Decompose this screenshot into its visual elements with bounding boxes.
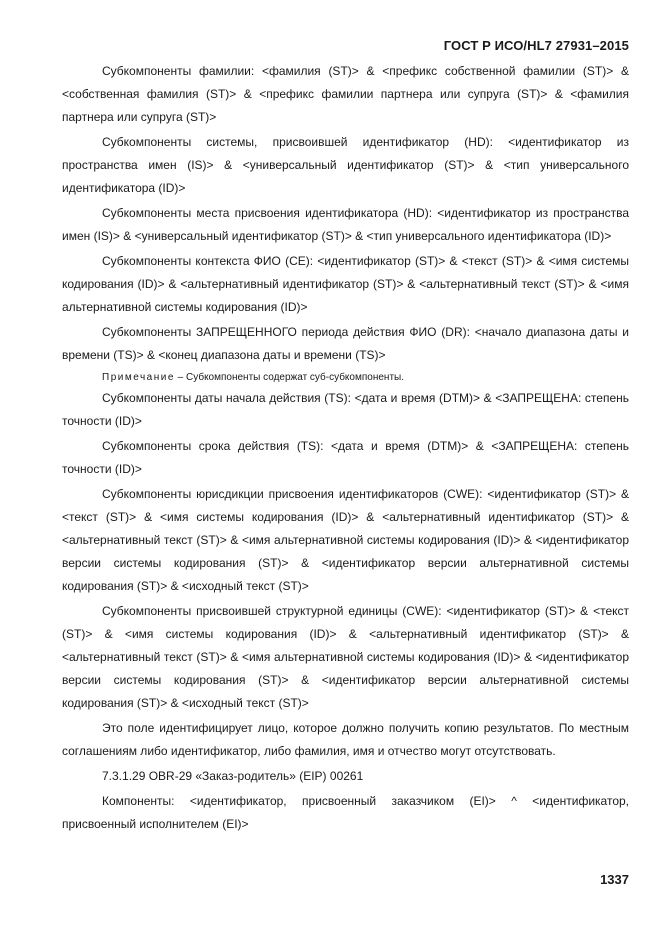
paragraph-expiration-date: Субкомпоненты срока действия (TS): <дата и время (DTM)> & <ЗАПРЕЩЕНА: степень точности (ID)>: [62, 439, 629, 476]
paragraph-assigning-facility: Субкомпоненты места присвоения идентификатора (HD): <идентификатор из пространства имен (IS)> & <универсальный идентификатор (ST)> & <тип универсального идентификатора (ID)>: [62, 206, 629, 243]
paragraph-effective-date: Субкомпоненты даты начала действия (TS): <дата и время (DTM)> & <ЗАПРЕЩЕНА: степень точности (ID)>: [62, 391, 629, 428]
paragraph-assigning-department: Субкомпоненты присвоившей структурной единицы (CWE): <идентификатор (ST)> & <текст (ST)> & <имя системы кодирования (ID)> & <альтернативный идентификатор (ST)> & <альтернативный текст (ST)> & <имя альтернативной системы кодирования (ID)> & <идентификатор версии системы кодирования (ST)> & <идентификатор версии альтернативной системы кодирования (ST)> & <исходный текст (ST)>: [62, 604, 629, 710]
note-text: – Субкомпоненты содержат суб-субкомпоненты.: [174, 372, 404, 383]
standard-header: ГОСТ Р ИСО/HL7 27931–2015: [443, 38, 629, 53]
paragraph-field-description: Это поле идентифицирует лицо, которое должно получить копию результатов. По местным соглашениям либо идентификатор, либо фамилия, имя и отчество могут отсутствовать.: [62, 721, 629, 758]
paragraph-assigning-authority: Субкомпоненты системы, присвоившей идентификатор (HD): <идентификатор из пространства имен (IS)> & <универсальный идентификатор (ST)> & <тип универсального идентификатора (ID)>: [62, 135, 629, 195]
paragraph-components: Компоненты: <идентификатор, присвоенный заказчиком (EI)> ^ <идентификатор, присвоенный исполнителем (EI)>: [62, 794, 629, 831]
page-body: [62, 60, 629, 838]
section-heading: 7.3.1.29 OBR-29 «Заказ-родитель» (EIP) 00261: [102, 769, 364, 783]
paragraph-name-context: Субкомпоненты контекста ФИО (CE): <идентификатор (ST)> & <текст (ST)> & <имя системы кодирования (ID)> & <альтернативный идентификатор (ST)> & <альтернативный текст (ST)> & <имя альтернативной системы кодирования (ID)>: [62, 254, 629, 314]
paragraph-assigning-jurisdiction: Субкомпоненты юрисдикции присвоения идентификаторов (CWE): <идентификатор (ST)> & <текст (ST)> & <имя системы кодирования (ID)> & <альтернативный идентификатор (ST)> & <альтернативный текст (ST)> & <имя альтернативной системы кодирования (ID)> & <идентификатор версии системы кодирования (ST)> & <идентификатор версии альтернативной системы кодирования (ST)> & <исходный текст (ST)>: [62, 487, 629, 593]
note: [62, 369, 629, 387]
note-label: Примечание: [102, 372, 175, 383]
page-number: 1337: [600, 872, 629, 887]
paragraph-family-subcomponents: Субкомпоненты фамилии: <фамилия (ST)> & <префикс собственной фамилии (ST)> & <собственная фамилия (ST)> & <префикс фамилии партнера или супруга (ST)> & <фамилия партнера или супруга (ST)>: [62, 64, 629, 124]
paragraph-name-validity-range: Субкомпоненты ЗАПРЕЩЕННОГО периода действия ФИО (DR): <начало диапазона даты и времени (TS)> & <конец диапазона даты и времени (TS)>: [62, 325, 629, 362]
